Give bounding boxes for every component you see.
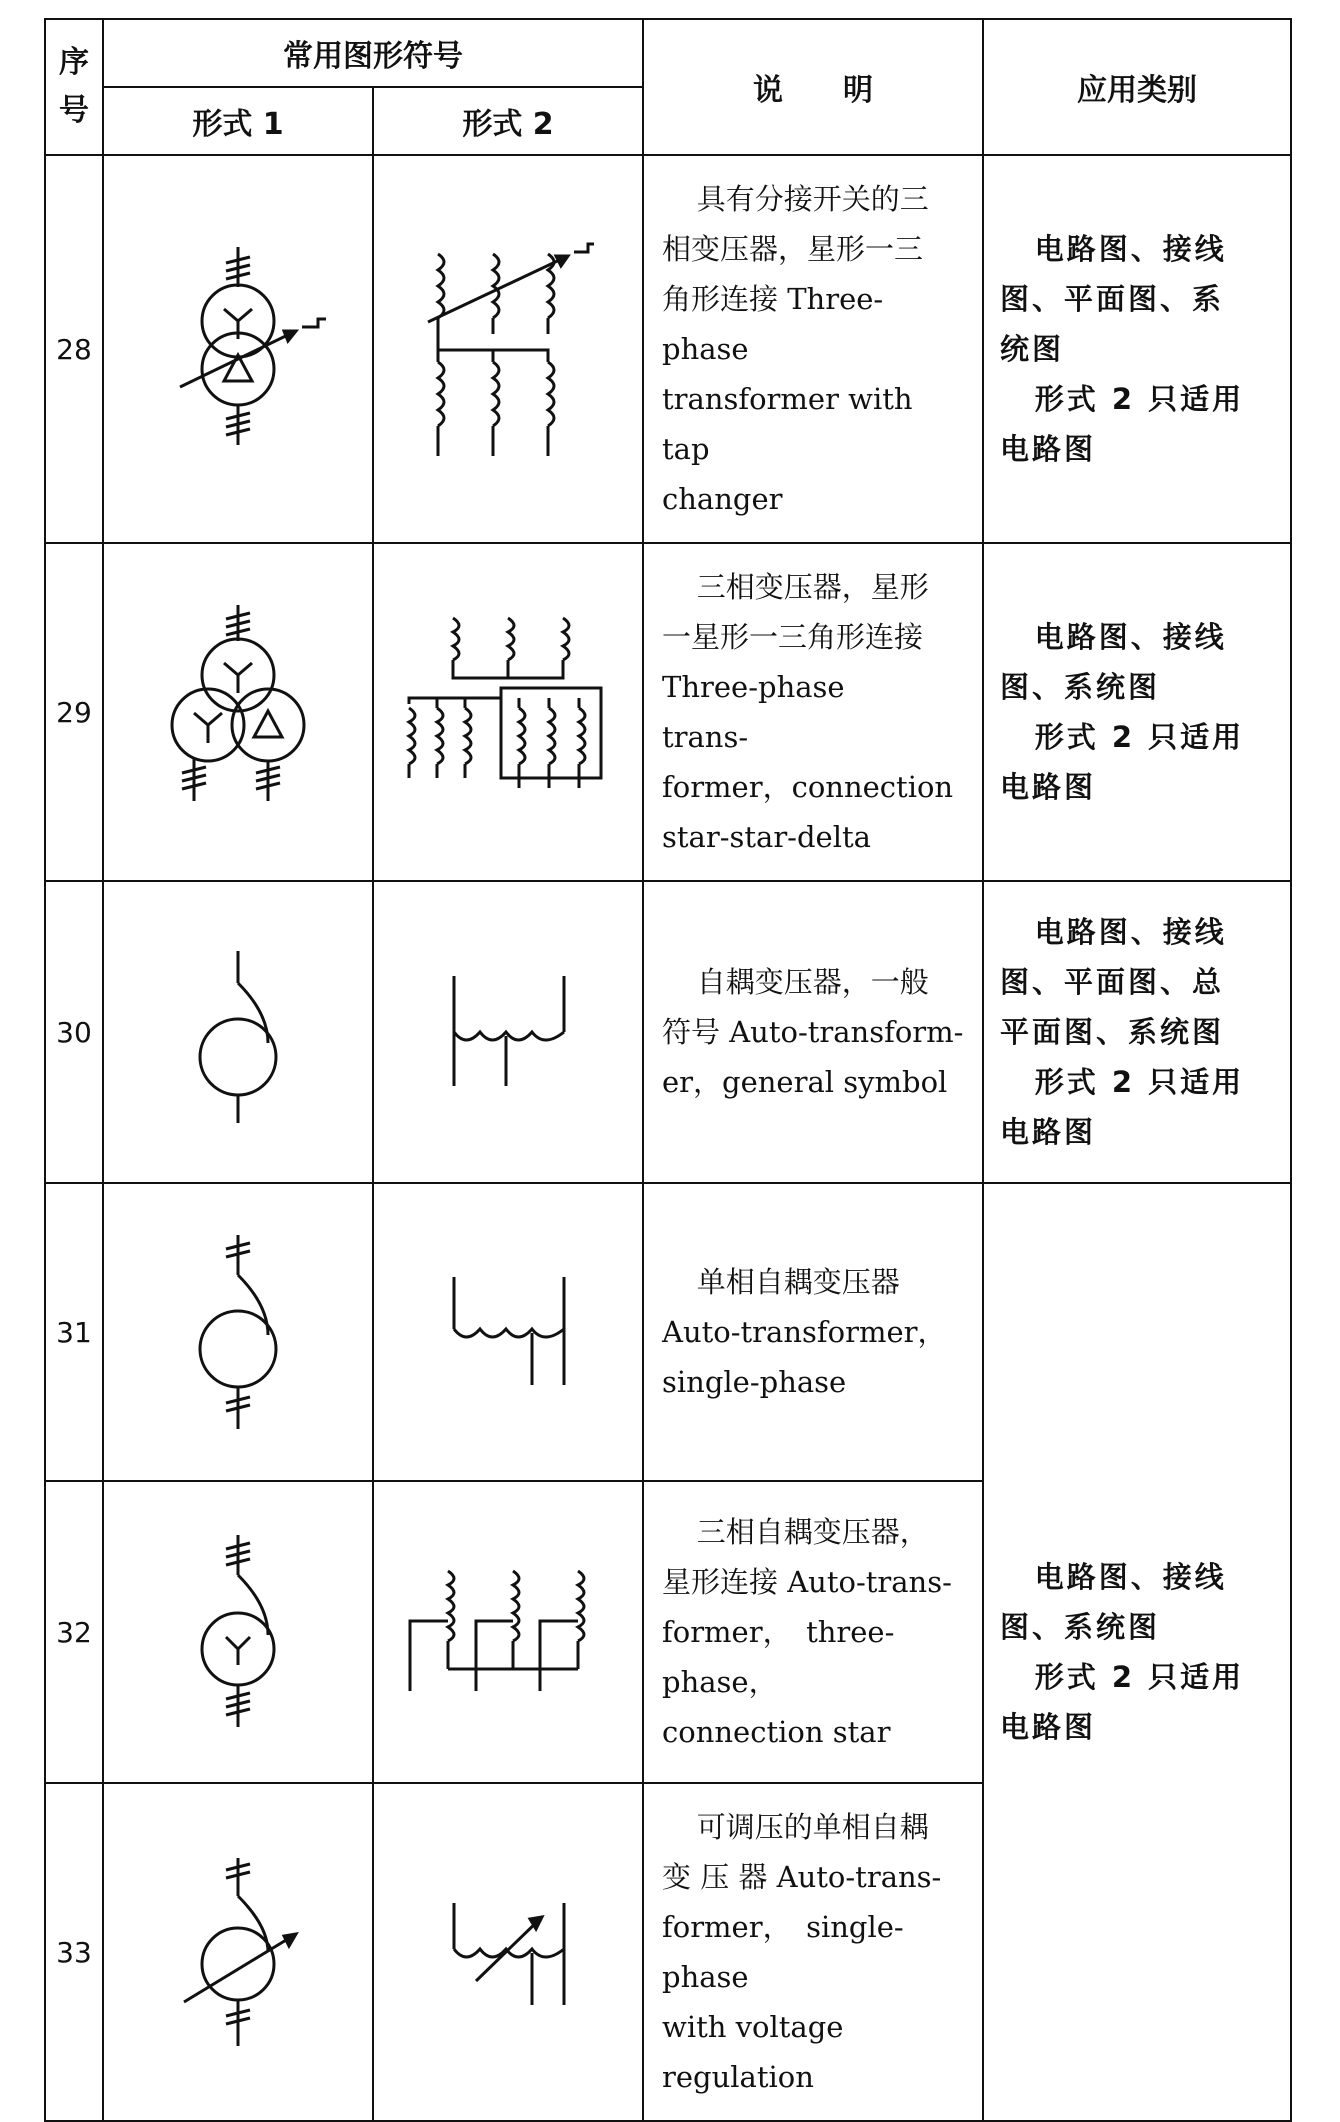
- table-row: [45, 155, 1291, 543]
- header-seq: 序 号: [45, 19, 103, 155]
- application-cell: 电路图、接线 图、系统图 形式 2 只适用 电路图: [983, 543, 1291, 881]
- header-application: 应用类别: [983, 19, 1291, 155]
- application-cell: 电路图、接线 图、平面图、总 平面图、系统图 形式 2 只适用 电路图: [983, 881, 1291, 1183]
- symbol-table: [44, 18, 1292, 2122]
- row-number: 31: [45, 1183, 103, 1481]
- description-cell: 具有分接开关的三 相变压器，星形一三 角形连接 Three-phase transformer with tap changer: [643, 155, 983, 543]
- row-number: 28: [45, 155, 103, 543]
- header-form1: 形式 1: [103, 87, 373, 155]
- application-cell: 电路图、接线 图、平面图、系 统图 形式 2 只适用 电路图: [983, 155, 1291, 543]
- auto-transformer-voltage-regulation-form1-icon: [138, 1852, 338, 2052]
- table-row: [45, 543, 1291, 881]
- header-form2: 形式 2: [373, 87, 643, 155]
- three-phase-transformer-star-star-delta-form2-icon: [393, 602, 623, 822]
- auto-transformer-general-form1-icon: [158, 937, 318, 1127]
- auto-transformer-single-phase-form1-icon: [158, 1227, 318, 1437]
- auto-transformer-voltage-regulation-form2-icon: [428, 1887, 588, 2017]
- three-phase-transformer-star-star-delta-form1-icon: [128, 597, 348, 827]
- auto-transformer-single-phase-form2-icon: [428, 1267, 588, 1397]
- row-number: 32: [45, 1481, 103, 1783]
- row-number: 30: [45, 881, 103, 1183]
- auto-transformer-three-phase-star-form2-icon: [398, 1557, 618, 1707]
- description-cell: 可调压的单相自耦 变 压 器 Auto-trans- former， single-phase with voltage regulation: [643, 1783, 983, 2121]
- row-number: 29: [45, 543, 103, 881]
- header-description: 说 明: [643, 19, 983, 155]
- three-phase-transformer-tap-changer-form2-icon: [398, 234, 618, 464]
- description-cell: 单相自耦变压器 Auto-transformer， single-phase: [643, 1183, 983, 1481]
- row-number: 33: [45, 1783, 103, 2121]
- description-cell: 三相变压器，星形 一星形一三角形连接 Three-phase trans- former，connection star-star-delta: [643, 543, 983, 881]
- table-row: [45, 1183, 1291, 1481]
- three-phase-transformer-tap-changer-form1-icon: [138, 239, 338, 459]
- description-cell: 三相自耦变压器， 星形连接 Auto-trans- former， three-phase， connection star: [643, 1481, 983, 1783]
- description-cell: 自耦变压器，一般 符号 Auto-transform- er，general symbol: [643, 881, 983, 1183]
- auto-transformer-three-phase-star-form1-icon: [158, 1527, 318, 1737]
- header-symbol-group: 常用图形符号: [103, 19, 643, 87]
- table-row: [45, 881, 1291, 1183]
- application-cell: 电路图、接线 图、系统图 形式 2 只适用 电路图: [983, 1183, 1291, 2121]
- auto-transformer-general-form2-icon: [428, 962, 588, 1102]
